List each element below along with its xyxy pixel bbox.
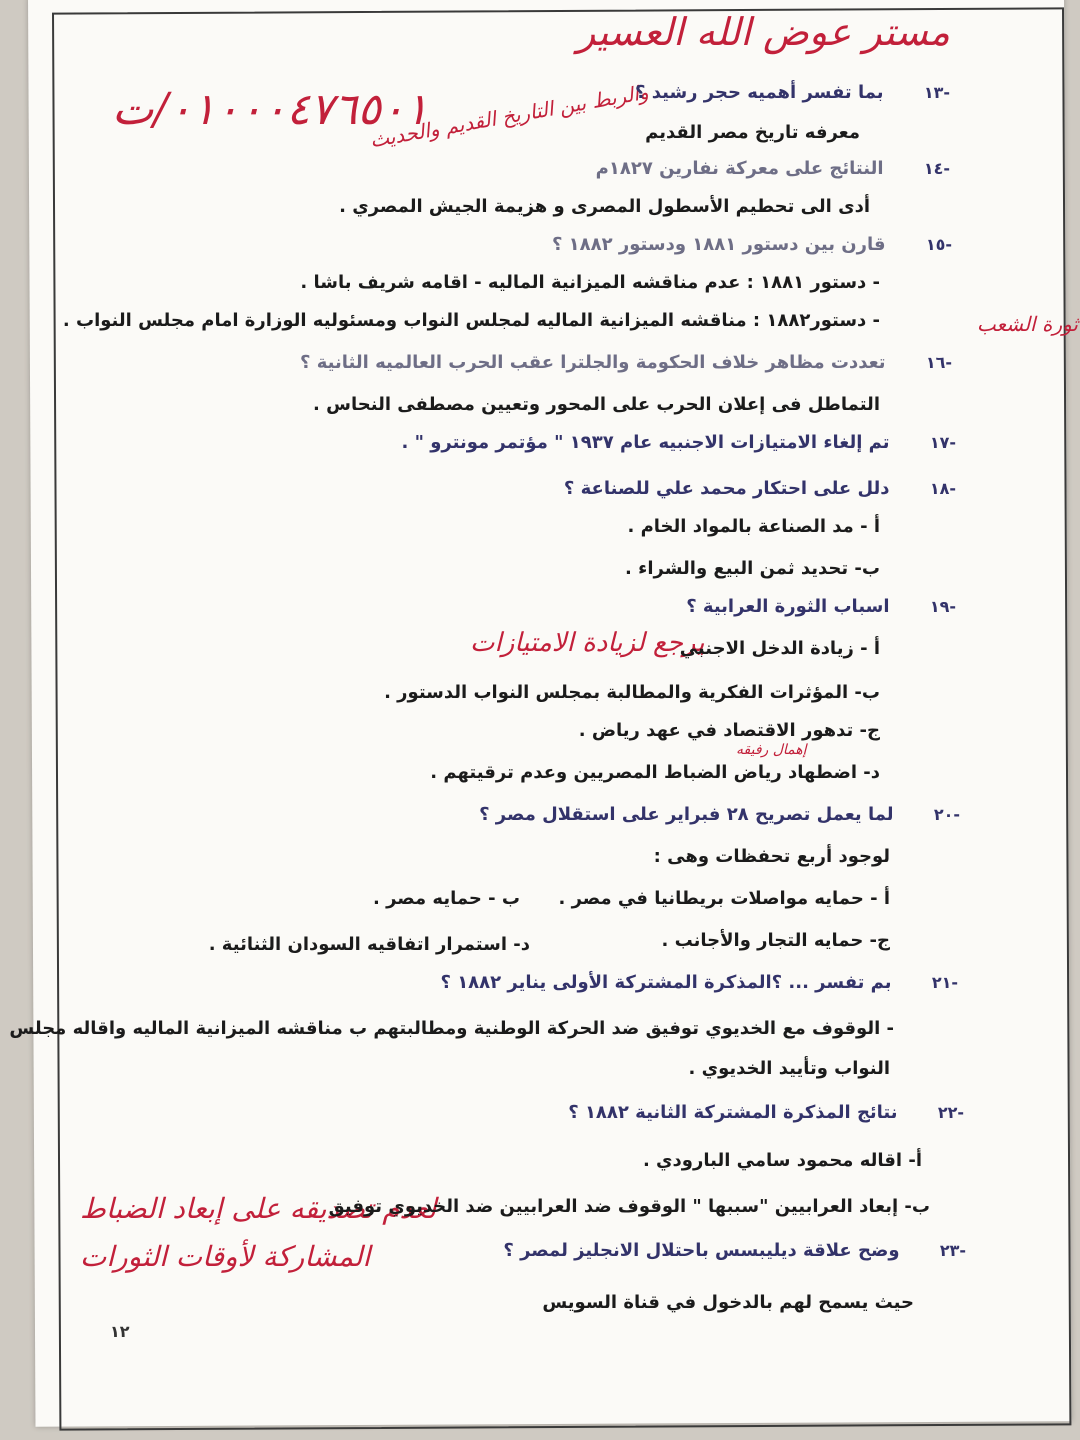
q15-number: -١٥	[925, 235, 952, 254]
q21-text: بم تفسر ... ؟المذكرة المشتركة الأولى يناير ١٨٨٢ ؟	[440, 972, 892, 993]
q16-number: -١٦	[925, 353, 952, 372]
q19-answer-c: ج- تدهور الاقتصاد في عهد رياض .	[578, 720, 880, 741]
note-19a-handwriting: يرجع لزيادة الامتيازات	[470, 628, 705, 658]
q23-answer: حيث يسمح لهم بالدخول في قناة السويس	[542, 1292, 914, 1313]
q21-number: -٢١	[931, 973, 958, 992]
q18-text: دلل على احتكار محمد علي للصناعة ؟	[563, 478, 890, 499]
q13-text: بما تفسر أهميه حجر رشيد ؟	[635, 82, 884, 103]
q22-number: -٢٢	[937, 1103, 964, 1122]
q14-answer: أدى الى تحطيم الأسطول المصرى و هزيمة الجيش المصري .	[339, 196, 870, 217]
q20-line	[479, 804, 960, 825]
margin-note-16: ثورة الشعب	[976, 312, 1078, 336]
q14-number: -١٤	[923, 159, 950, 178]
page-number: ١٢	[110, 1322, 130, 1341]
q20-answer-d: د- استمرار اتفاقيه السودان الثنائية .	[208, 934, 530, 955]
q21-line	[440, 972, 958, 993]
q19-answer-b: ب- المؤثرات الفكرية والمطالبة بمجلس النواب الدستور .	[384, 682, 880, 703]
q17-number: -١٧	[929, 433, 956, 452]
q14-line	[596, 158, 950, 179]
q20-answer-c: ج- حمايه التجار والأجانب .	[661, 930, 890, 951]
q20-intro: لوجود أربع تحفظات وهى :	[653, 846, 890, 867]
q18-answer-b: ب- تحديد ثمن البيع والشراء .	[625, 558, 880, 579]
q20-text: لما يعمل تصريح ٢٨ فبراير على استقلال مصر ؟	[479, 804, 894, 825]
note-22-line2-handwriting: المشاركة لأوقات الثورات	[80, 1240, 371, 1273]
q22-answer-a: أ- اقاله محمود سامي البارودي .	[642, 1150, 922, 1171]
q15-text: قارن بين دستور ١٨٨١ ودستور ١٨٨٢ ؟	[551, 234, 886, 255]
q13-number: -١٣	[923, 83, 950, 102]
q23-text: وضح علاقة ديليبسس باحتلال الانجليز لمصر ؟	[503, 1240, 900, 1261]
topic-note-handwriting: والربط بين التاريخ القديم والحديث	[368, 79, 651, 153]
q22-text: نتائج المذكرة المشتركة الثانية ١٨٨٢ ؟	[568, 1102, 898, 1123]
q16-answer: التماطل فى إعلان الحرب على المحور وتعيين مصطفى النحاس .	[313, 394, 880, 415]
q21-answer-2: النواب وتأييد الخديوي .	[688, 1058, 890, 1079]
q20-answer-a: أ - حمايه مواصلات بريطانيا في مصر .	[558, 888, 890, 909]
teacher-name-handwriting: مستر عوض الله العسير	[576, 10, 950, 54]
q19-text: اسباب الثورة العرابية ؟	[686, 596, 890, 617]
q13-answer: معرفه تاريخ مصر القديم	[645, 122, 860, 143]
q23-line	[503, 1240, 966, 1261]
q19-line	[686, 596, 956, 617]
q19-answer-a: أ - زيادة الدخل الاجنبي	[679, 638, 880, 659]
note-22-line1-handwriting: لعدم تصديقه على إبعاد الضباط	[80, 1192, 437, 1225]
q17-line	[401, 432, 956, 453]
q20-answer-b: ب - حمايه مصر .	[372, 888, 520, 909]
q16-text: تعددت مظاهر خلاف الحكومة والجلترا عقب الحرب العالميه الثانية ؟	[300, 352, 886, 373]
q17-text: تم إلغاء الامتيازات الاجنبيه عام ١٩٣٧ " مؤتمر مونترو " .	[401, 432, 890, 453]
q15-line	[552, 234, 952, 255]
q19-number: -١٩	[929, 597, 956, 616]
q18-answer-a: أ - مد الصناعة بالمواد الخام .	[627, 516, 880, 537]
q21-answer-1: - الوقوف مع الخديوي توفيق ضد الحركة الوطنية ومطالبتهم ب مناقشه الميزانية الماليه واقاله مجلس	[9, 1018, 894, 1039]
note-19d-handwriting: إهمال رفيقه	[736, 742, 807, 758]
q20-number: -٢٠	[933, 805, 960, 824]
q15-answer-1881: - دستور ١٨٨١ : عدم مناقشه الميزانية الماليه - اقامه شريف باشا .	[300, 272, 880, 293]
phone-handwriting: ٠١٠٠٠٤٧٦٥٠١/ت	[112, 84, 429, 135]
q18-line	[564, 478, 956, 499]
q13-line	[635, 82, 950, 103]
q22-answer-b: ب- إبعاد العرابيين "سببها " الوقوف ضد العرابيين ضد الخديوي توفيق	[328, 1196, 930, 1217]
q15-answer-1882: - دستور١٨٨٢ : مناقشه الميزانية الماليه لمجلس النواب ومسئوليه الوزارة امام مجلس النواب .	[62, 310, 880, 331]
q19-answer-d: د- اضطهاد رياض الضباط المصريين وعدم ترقيتهم .	[430, 762, 880, 783]
q23-number: -٢٣	[939, 1241, 966, 1260]
q14-text: النتائج على معركة نفارين ١٨٢٧م	[595, 158, 884, 179]
q16-line	[300, 352, 952, 373]
q22-line	[568, 1102, 964, 1123]
q18-number: -١٨	[929, 479, 956, 498]
